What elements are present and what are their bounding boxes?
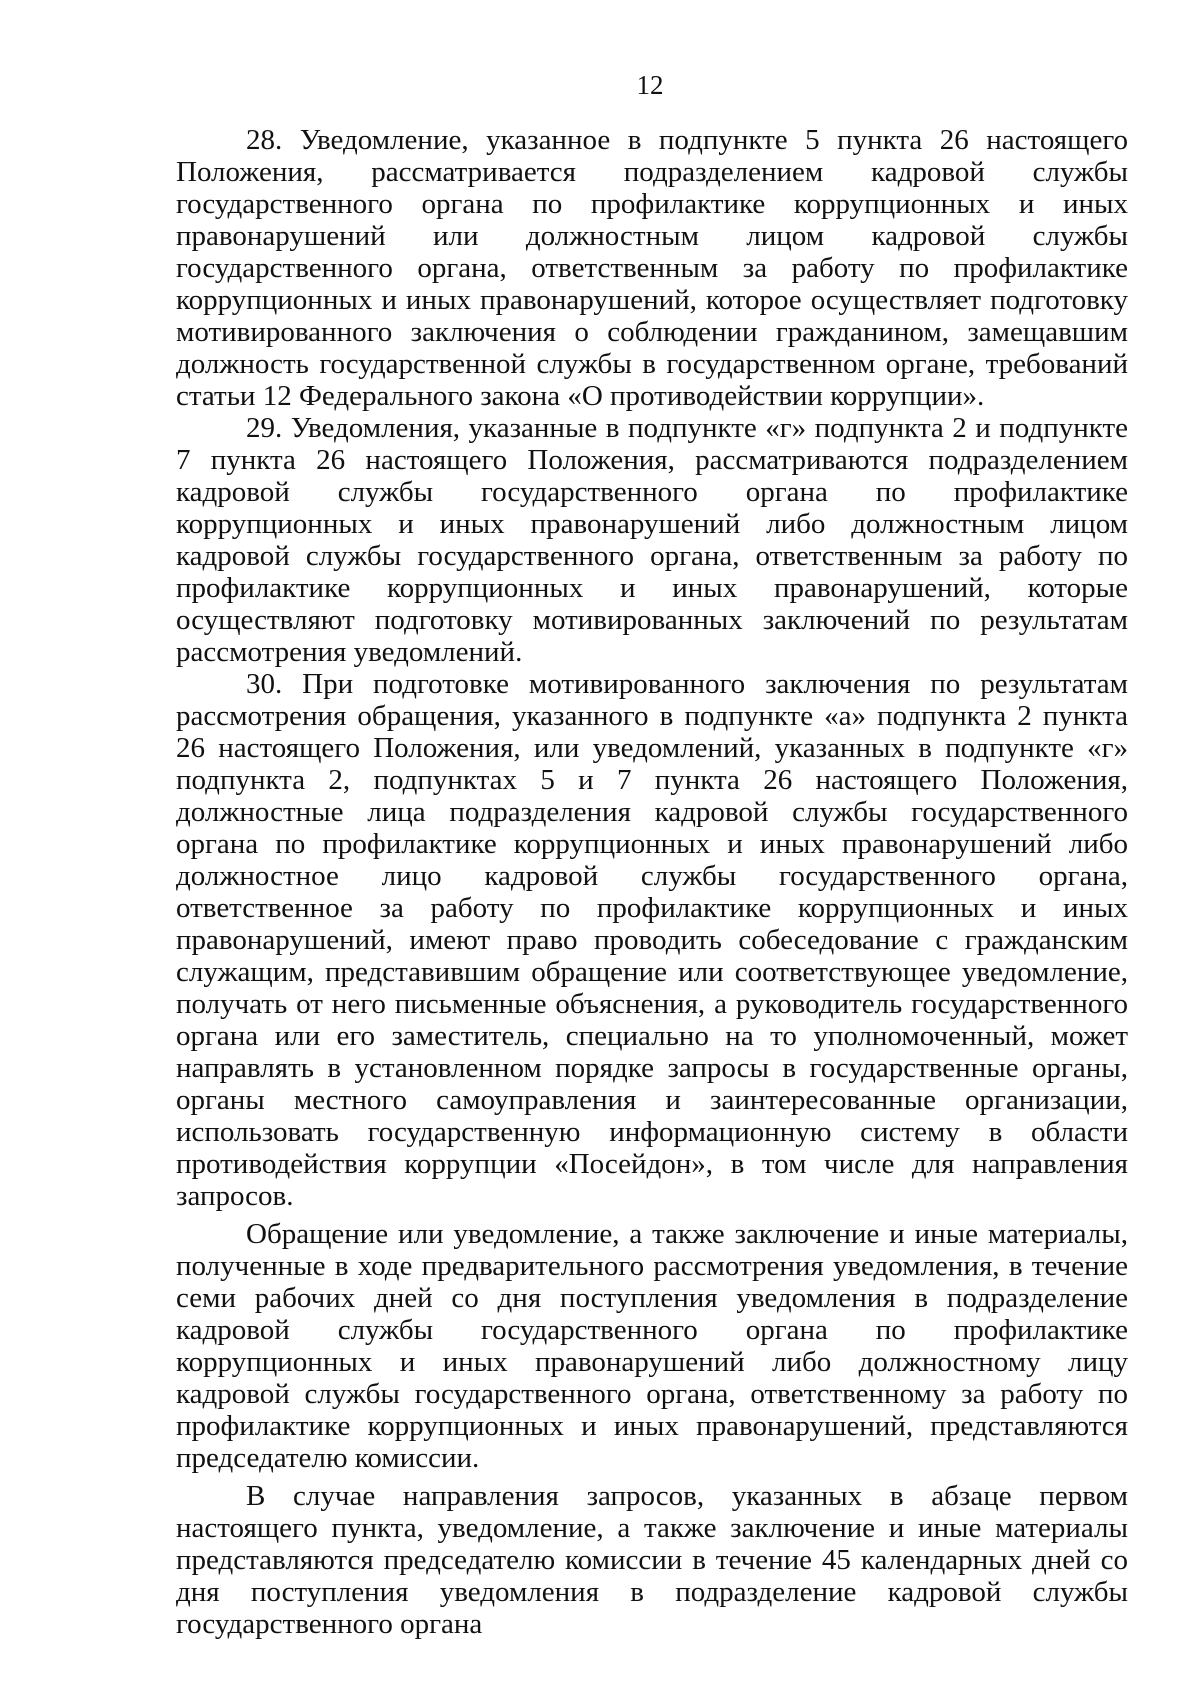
paragraph-28: 28. Уведомление, указанное в подпункте 5 пункта 26 настоящего Положения, рассматривается подразделением кадровой службы государственного органа по профилактике коррупционных и иных правонарушений или должностным лицом кадровой службы государственного органа, ответственным за работу по профилактике коррупционных и иных правонарушений, которое осуществляет подготовку мотивированного заключения о соблюдении гражданином, замещавшим должность государственной службы в государственном органе, требований статьи 12 Федерального закона «О противодействии коррупции».	[176, 124, 1128, 412]
document-body	[176, 124, 1128, 1640]
paragraph-30-second: Обращение или уведомление, а также заключение и иные материалы, полученные в ходе предварительного рассмотрения уведомления, в течение семи рабочих дней со дня поступления уведомления в подразделение кадровой службы государственного органа по профилактике коррупционных и иных правонарушений либо должностному лицу кадровой службы государственного органа, ответственному за работу по профилактике коррупционных и иных правонарушений, представляются председателю комиссии.	[176, 1218, 1128, 1474]
page-number: 12	[636, 70, 664, 100]
paragraph-30-third: В случае направления запросов, указанных в абзаце первом настоящего пункта, уведомление, а также заключение и иные материалы представляются председателю комиссии в течение 45 календарных дней со дня поступления уведомления в подразделение кадровой службы государственного органа	[176, 1480, 1128, 1640]
paragraph-30: 30. При подготовке мотивированного заключения по результатам рассмотрения обращения, указанного в подпункте «а» подпункта 2 пункта 26 настоящего Положения, или уведомлений, указанных в подпункте «г» подпункта 2, подпунктах 5 и 7 пункта 26 настоящего Положения, должностные лица подразделения кадровой службы государственного органа по профилактике коррупционных и иных правонарушений либо должностное лицо кадровой службы государственного органа, ответственное за работу по профилактике коррупционных и иных правонарушений, имеют право проводить собеседование с гражданским служащим, представившим обращение или соответствующее уведомление, получать от него письменные объяснения, а руководитель государственного органа или его заместитель, специально на то уполномоченный, может направлять в установленном порядке запросы в государственные органы, органы местного самоуправления и заинтересованные организации, использовать государственную информационную систему в области противодействия коррупции «Посейдон», в том числе для направления запросов.	[176, 668, 1128, 1212]
paragraph-29: 29. Уведомления, указанные в подпункте «г» подпункта 2 и подпункте 7 пункта 26 настоящего Положения, рассматриваются подразделением кадровой службы государственного органа по профилактике коррупционных и иных правонарушений либо должностным лицом кадровой службы государственного органа, ответственным за работу по профилактике коррупционных и иных правонарушений, которые осуществляют подготовку мотивированных заключений по результатам рассмотрения уведомлений.	[176, 412, 1128, 668]
